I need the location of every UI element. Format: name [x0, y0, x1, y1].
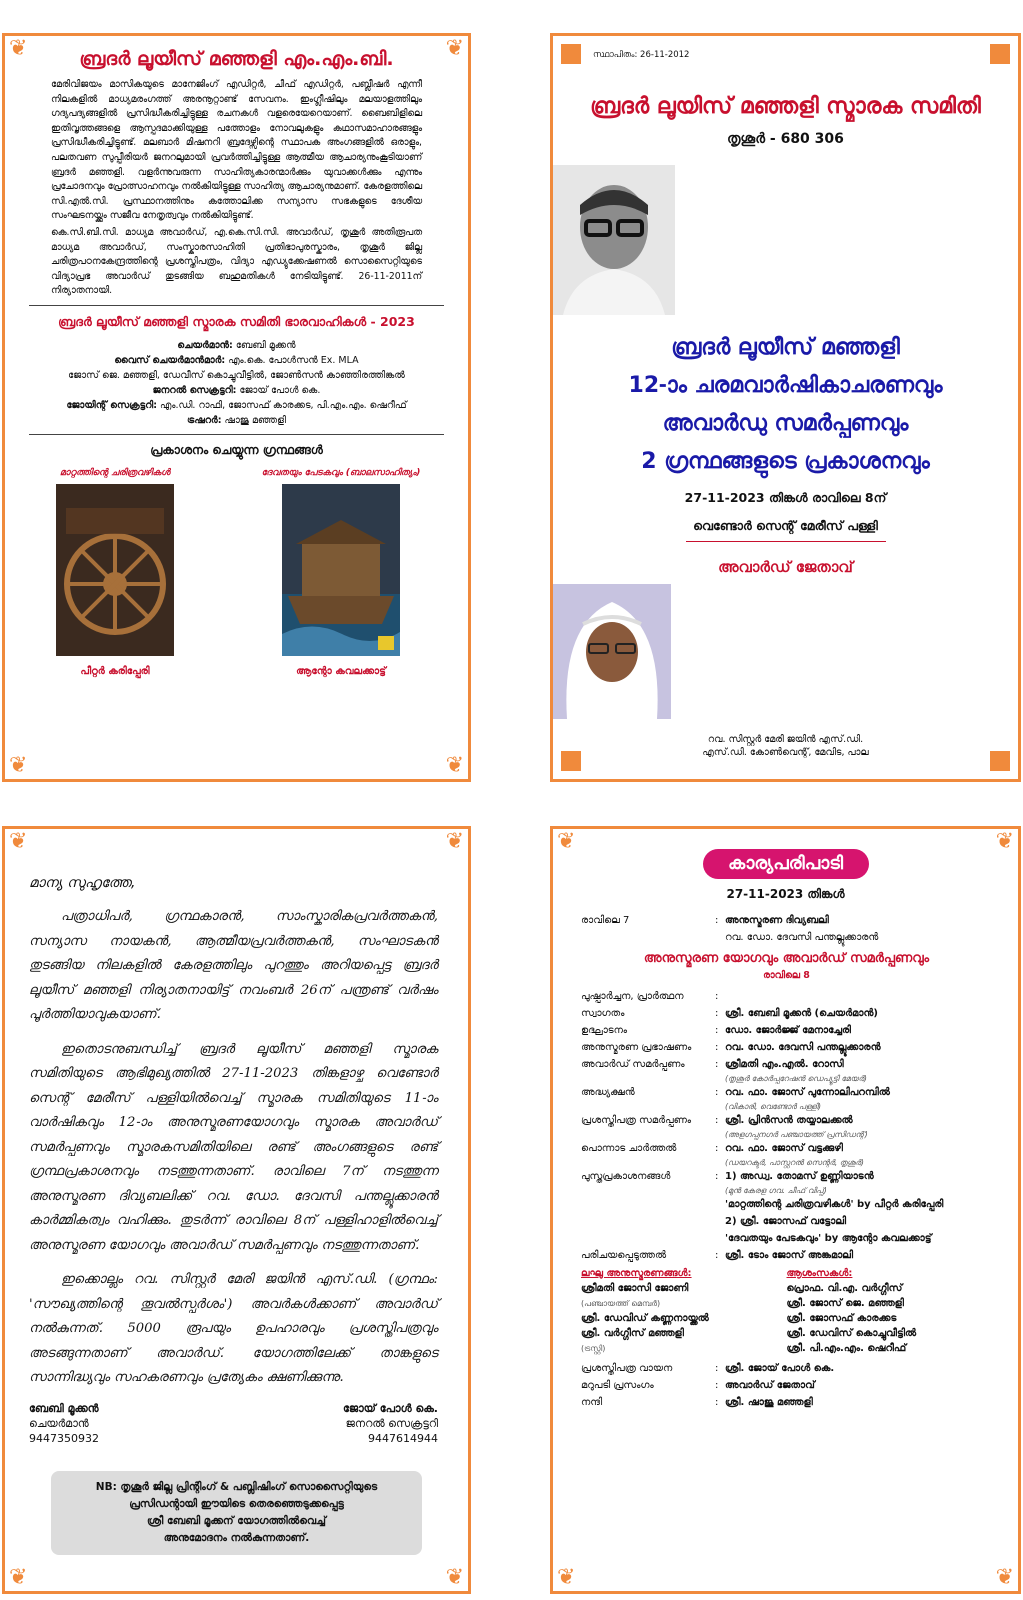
row-label: പുഷ്പാർച്ചന, പ്രാർത്ഥന: [581, 991, 684, 1002]
floral-corner-icon: ❦: [445, 753, 464, 778]
remembrance-columns: [581, 1266, 992, 1356]
meeting-heading: അനുസ്മരണ യോഗവും അവാർഡ് സമർപ്പണവും: [643, 951, 930, 966]
programme-row: പൊന്നാട ചാർത്തൽ : റവ. ഫാ. ജോസ് വട്ടക്കുഴി (ഡയറക്ടർ, പാസ്റ്ററൽ സെന്റർ, തൃശൂർ): [581, 1140, 992, 1168]
floral-corner-icon: ❦: [995, 1565, 1014, 1590]
vice-chairman-label: വൈസ് ചെയർമാൻമാർ:: [114, 354, 226, 366]
book-1-reference: 'മാറ്റത്തിന്റെ ചരിത്രവഴികൾ' by പീറ്റർ കരിപ്പേരി: [725, 1199, 944, 1210]
chairman-label: ചെയർമാൻ:: [177, 339, 233, 351]
name-item: ശ്രീ. ഡേവിഡ് കണ്ണനായ്ക്കൽ: [581, 1313, 709, 1324]
office-bearers-title: ബ്രദർ ലൂയീസ് മഞ്ഞളി സ്മാരക സമിതി ഭാരവാഹികൾ - 2023: [58, 313, 415, 329]
programme-row: സ്വാഗതം : ശ്രീ. ബേബി മൂക്കൻ (ചെയർമാൻ): [581, 1005, 992, 1022]
treasurer: ഷാജു മഞ്ഞളി: [224, 414, 286, 426]
row-label: നന്ദി: [581, 1397, 603, 1408]
row-subtitle: (ഡയറക്ടർ, പാസ്റ്ററൽ സെന്റർ, തൃശൂർ): [725, 1158, 864, 1167]
row-label: പ്രശസ്തിപത്ര വായന: [581, 1363, 673, 1374]
joint-secretary: എം.ഡി. റാഫി, ജോസഫ് കാരക്കട, പി.എം.എം. ഷെറീഫ്: [160, 399, 407, 411]
programme-list: [553, 902, 1018, 1411]
name-item: ശ്രീ. വർഗ്ഗീസ് മഞ്ഞളി: [581, 1328, 684, 1339]
remembrance-heading: ലഘു അനുസ്മരണങ്ങൾ:: [581, 1268, 692, 1279]
committee-title: ബ്രദർ ലൂയിസ് മഞ്ഞളി സ്മാരക സമിതി: [590, 94, 981, 119]
book-2: [241, 468, 441, 677]
row-value-text: റവ. ഫാ. ജോസ് വട്ടക്കുഴി: [725, 1143, 843, 1154]
row-value-text: ഡോ. ജോർജ്ജ് മേനാച്ചേരി: [725, 1025, 851, 1036]
felicitation-heading: ആശംസകൾ:: [786, 1268, 853, 1279]
name-item: ശ്രീ. പി.എം.എം. ഷെറീഫ്: [786, 1343, 907, 1354]
book-2-releaser: 2) ശ്രീ. ജോസഫ് വട്ടോലി: [725, 1216, 847, 1227]
book-1: [15, 468, 215, 677]
row-label: മറുപടി പ്രസംഗം: [581, 1380, 654, 1391]
row-value-text: ശ്രീ. ബേബി മൂക്കൻ (ചെയർമാൻ): [725, 1008, 878, 1019]
row-label: അദ്ധ്യക്ഷൻ: [581, 1087, 635, 1098]
floral-corner-icon: ❦: [995, 829, 1014, 854]
letter-paragraph-2: ഇതൊടനുബന്ധിച്ച് ബ്രദർ ലൂയീസ് മഞ്ഞളി സ്മാരക സമിതിയുടെ ആഭിമുഖ്യത്തിൽ 27-11-2023 തിങ്കളാഴ്ച വെണ്ടോർ സെന്റ് മേരീസ് പള്ളിയിൽവെച്ച് സ്മാരക സമിതിയുടെ 11-ാം വാർഷികവും 12-ാം അനുസ്മരണയോഗവും സ്മാരക അവാർഡ് സമർപ്പണവും സ്മാരകസമിതിയിലെ രണ്ട് അംഗങ്ങളുടെ രണ്ട് ഗ്രന്ഥപ്രകാശനവും നടത്തുന്നതാണ്. രാവിലെ 7ന് നടത്തുന്ന അനുസ്മരണ ദിവ്യബലിക്ക് റവ. ഡോ. ദേവസി പന്തല്ലൂക്കാരൻ കാർമ്മികത്വം വഹിക്കും. തുടർന്ന് രാവിലെ 8ന് പള്ളിഹാളിൽവെച്ച് അനുസ്മരണ യോഗവും അവാർഡ് സമർപ്പണവും നടത്തുന്നതാണ്.: [29, 1041, 438, 1253]
programme-rows: [581, 988, 992, 1196]
treasurer-label: ട്രഷറർ:: [187, 414, 222, 426]
floral-corner-icon: ❦: [445, 36, 464, 61]
programme-row: മറുപടി പ്രസംഗം : അവാർഡ് ജേതാവ്: [581, 1377, 992, 1394]
name-item: ശ്രീ. ജോസ് ജെ. മഞ്ഞളി: [786, 1298, 904, 1309]
founded-date: സ്ഥാപിതം: 26-11-2012: [593, 50, 690, 60]
event-line-2: 12-ാം ചരമവാർഷികാചരണവും: [628, 373, 943, 398]
general-secretary: ജോയ് പോൾ കെ.: [239, 384, 321, 396]
row-value: [725, 1084, 992, 1112]
bio-paragraph-2: കെ.സി.ബി.സി. മാധ്യമ അവാർഡ്, എ.കെ.സി.സി. അവാർഡ്, തൃശൂർ അതിരൂപത മാധ്യമ അവാർഡ്, സംസ്കാരസാഹിതി പ്രതിഭാപുരസ്കാരം, തൃശൂർ ജില്ല ചരിത്രപഠനകേന്ദ്രത്തിന്റെ പ്രശസ്തിപത്രം, വിദ്യാ എഡ്യുക്കേഷണൽ സൊസൈറ്റിയുടെ വിദ്യാപ്രഭ അവാർഡ് തുടങ്ങിയ ബഹുമതികൾ നേടിയിട്ടുണ്ട്. 26-11-2011ന് നിര്യാതനായി.: [51, 226, 422, 297]
signature-secretary: [343, 1401, 438, 1446]
row-value-text: ശ്രീമതി എം.എൽ. റോസി: [725, 1059, 844, 1070]
row-value: [725, 1168, 992, 1196]
event-line-4: 2 ഗ്രന്ഥങ്ങളുടെ പ്രകാശനവും: [641, 449, 930, 474]
signatures: [5, 1401, 468, 1461]
secretary-name: ജോയ് പോൾ കെ.: [342, 1401, 438, 1415]
secretary-role: ജനറൽ സെക്രട്ടറി: [345, 1416, 438, 1430]
award-winner-place: എസ്.ഡി. കോൺവെന്റ്, മേവിട, പാല: [702, 747, 869, 758]
row-subtitle: (തൃശൂർ കോർപ്പറേഷൻ ഡെപ്യൂട്ടി മേയർ): [725, 1074, 867, 1083]
row-label: ഉദ്ഘാടനം: [581, 1025, 628, 1036]
floral-corner-icon: ❦: [9, 36, 28, 61]
floral-corner-icon: ❦: [445, 829, 464, 854]
row-value: ശ്രീ. ടോം ജോസ് അങ്കമാലി: [725, 1250, 854, 1261]
row-value: [725, 1056, 992, 1084]
row-value: ശ്രീ. ഷാജു മഞ്ഞളി: [725, 1397, 813, 1408]
mass-celebrant: റവ. ഡോ. ദേവസി പന്തല്ലൂക്കാരൻ: [725, 932, 879, 943]
floral-corner-icon: ❦: [557, 829, 576, 854]
note-line-3: ശ്രീ ബേബി മൂക്കന് യോഗത്തിൽവെച്ച്: [147, 1514, 326, 1527]
row-label: രാവിലെ 7: [581, 915, 630, 926]
event-line-1: ബ്രദർ ലൂയീസ് മഞ്ഞളി: [671, 335, 900, 360]
programme-date: 27-11-2023 തിങ്കൾ: [726, 887, 845, 901]
row-label: അവാർഡ് സമർപ്പണം: [581, 1059, 685, 1070]
row-value: [725, 1112, 992, 1140]
programme-row: [581, 1196, 992, 1247]
books-heading: പ്രകാശനം ചെയ്യുന്ന ഗ്രന്ഥങ്ങൾ: [150, 442, 323, 457]
row-value-text: റവ. ഫാ. ജോസ് പുന്നോലിപറമ്പിൽ: [725, 1087, 890, 1098]
mass-title: അനുസ്മരണ ദിവ്യബലി: [725, 915, 829, 926]
event-venue: വെണ്ടോർ സെന്റ് മേരീസ് പള്ളി: [693, 518, 878, 533]
row-value: [725, 1140, 992, 1168]
bio-title: ബ്രദർ ലൂയീസ് മഞ്ഞളി എം.എം.ബി.: [79, 48, 394, 70]
chairman-name: ബേബി മൂക്കൻ: [29, 1401, 99, 1415]
row-label: പ്രശസ്തിപത്ര സമർപ്പണം: [581, 1115, 692, 1126]
programme-row: അനുസ്മരണ പ്രഭാഷണം : റവ. ഡോ. ദേവസി പന്തല്ലൂക്കാരൻ: [581, 1039, 992, 1056]
event-line-3: അവാർഡു സമർപ്പണവും: [662, 411, 909, 436]
row-label: പുസ്തപ്രകാശനങ്ങൾ: [581, 1171, 671, 1182]
vice-chairman: എം.കെ. പോൾസൻ Ex. MLA: [228, 354, 359, 366]
note-line-4: അനുമോദനം നൽകുന്നതാണ്.: [163, 1531, 310, 1544]
programme-row: പരിചയപ്പെടുത്തൽ : ശ്രീ. ടോം ജോസ് അങ്കമാലി: [581, 1247, 992, 1264]
book-2-title: ദേവതയും പേടകവും (ബാലസാഹിത്യം): [261, 467, 421, 478]
name-item: ശ്രീ. ഡേവിസ് കൊച്ചുവീട്ടിൽ: [786, 1328, 917, 1339]
general-secretary-label: ജനറൽ സെക്രട്ടറി:: [152, 384, 237, 396]
letter-paragraph-3: ഇക്കൊല്ലം റവ. സിസ്റ്റർ മേരി ജയിൻ എസ്.ഡി. (ഗ്രന്ഥം: 'സൗഖ്യത്തിന്റെ തൂവൽസ്പർശം') അവർകൾക്കാണ് അവാർഡ് നൽകുന്നത്. 5000 രൂപയും ഉപഹാരവും പ്രശസ്തിപത്രവും അടങ്ങുന്നതാണ് അവാർഡ്. യോഗത്തിലേക്ക് താങ്കളുടെ സാന്നിദ്ധ്യവും സഹകരണവും പ്രത്യേകം ക്ഷണിക്കുന്നു.: [29, 1272, 438, 1385]
corner-square: [990, 44, 1010, 64]
programme-row: അവാർഡ് സമർപ്പണം : ശ്രീമതി എം.എൽ. റോസി (തൃശൂർ കോർപ്പറേഷൻ ഡെപ്യൂട്ടി മേയർ): [581, 1056, 992, 1084]
programme-panel: [550, 826, 1021, 1594]
corner-square: [561, 751, 581, 771]
row-value-text: ശ്രീ. പ്രിൻസൻ തയ്യാലക്കൽ: [725, 1115, 853, 1126]
name-item: ശ്രീ. ജോസഫ് കാരക്കട: [786, 1313, 897, 1324]
invitation-letter-panel: [2, 826, 471, 1594]
note-box: [51, 1471, 422, 1555]
signature-chairman: [29, 1401, 99, 1446]
floral-corner-icon: ❦: [557, 1565, 576, 1590]
programme-heading: കാര്യപരിപാടി: [703, 849, 869, 879]
divider: [686, 541, 886, 542]
row-subtitle: (അളഗപ്പനഗർ പഞ്ചായത്ത് പ്രസിഡന്റ്): [725, 1130, 868, 1139]
chairman: ബേബി മൂക്കൻ: [235, 339, 296, 351]
row-value-text: 1) അഡ്വ. തോമസ് ഉണ്ണിയാടൻ: [725, 1171, 874, 1182]
row-value: [725, 912, 992, 946]
name-item: (പഞ്ചായത്ത് മെമ്പർ): [581, 1299, 661, 1308]
bio-paragraph-1: മേരിവിജയം മാസികയുടെ മാനേജിംഗ് എഡിറ്റർ, ചീഫ് എഡിറ്റർ, പബ്ലീഷർ എന്നീ നിലകളിൽ മാധ്യമരംഗത്ത് അരനൂറ്റാണ്ട് സേവനം. ഇംഗ്ലീഷിലും മലയാളത്തിലും ഗദ്യപദ്യങ്ങളിൽ പ്രസിദ്ധീകരിച്ചിട്ടുള്ള രചനകൾ വളരെയേറെയാണ്. ബൈബിളിലെ ഇതിവൃത്തങ്ങളെ ആസ്പദമാക്കിയുള്ള പത്തോളം നോവലുകളും കഥാസമാഹാരങ്ങളും പ്രസിദ്ധീകരിച്ചിട്ടുണ്ട്. മലബാർ മിഷനറി ബ്രദേഴ്സിന്റെ സ്ഥാപക അംഗങ്ങളിൽ ഒരാളും, പലതവണ സുപ്പീരിയർ ജനറലുമായി പ്രവർത്തിച്ചിട്ടുള്ള ആത്മീയ ആചാര്യനുംകൂടിയാണ് ബ്രദർ മഞ്ഞളി. വളർന്നുവരുന്ന സാഹിത്യകാരന്മാർക്കും യുവാക്കൾക്കും എന്നും പ്രചോദനവും പ്രോത്സാഹനവും നൽകിയിട്ടുള്ള സാഹിത്യ ആചാര്യനുമാണ്. കേരളത്തിലെ സി.എൽ.സി. പ്രസ്ഥാനത്തിനും കത്തോലിക്ക സന്യാസ സഭകളുടെ ദേശീയ സംഘടനയ്ക്കും സജീവ നേതൃത്വവും നൽകിയിട്ടുണ്ട്.: [51, 79, 422, 222]
corner-square: [990, 751, 1010, 771]
programme-row: പുസ്തപ്രകാശനങ്ങൾ : 1) അഡ്വ. തോമസ് ഉണ്ണിയാടൻ (മുൻ കേരള ഗവ. ചീഫ് വിപ്പ്): [581, 1168, 992, 1196]
chairman-phone: 9447350932: [29, 1431, 99, 1445]
chairman-role: ചെയർമാൻ: [29, 1416, 89, 1430]
meeting-time: രാവിലെ 8: [763, 970, 810, 981]
programme-row: പ്രശസ്തിപത്ര സമർപ്പണം : ശ്രീ. പ്രിൻസൻ തയ്യാലക്കൽ (അളഗപ്പനഗർ പഞ്ചായത്ത് പ്രസിഡന്റ്): [581, 1112, 992, 1140]
name-item: (ട്രസ്റ്റി): [581, 1344, 606, 1353]
book-2-cover: [282, 484, 400, 656]
divider: [29, 434, 444, 435]
letter-greeting: മാന്യ സുഹൃത്തേ,: [29, 875, 136, 891]
row-value: അവാർഡ് ജേതാവ്: [725, 1380, 815, 1391]
row-label: പരിചയപ്പെടുത്തൽ: [581, 1250, 667, 1261]
bio-text: [5, 70, 468, 299]
programme-row: നന്ദി : ശ്രീ. ഷാജു മഞ്ഞളി: [581, 1394, 992, 1411]
row-value-text: റവ. ഡോ. ദേവസി പന്തല്ലൂക്കാരൻ: [725, 1042, 881, 1053]
row-value: [725, 1005, 992, 1022]
secretary-phone: 9447614944: [368, 1431, 438, 1445]
cover-panel: [550, 33, 1021, 782]
books-section: [5, 468, 468, 688]
divider: [29, 305, 444, 306]
row-subtitle: (മുൻ കേരള ഗവ. ചീഫ് വിപ്പ്): [725, 1186, 827, 1195]
row-value: [725, 1039, 992, 1056]
row-label: പൊന്നാട ചാർത്തൽ: [581, 1143, 677, 1154]
vice-chairmen-list: ജോസ് ജെ. മഞ്ഞളി, ഡേവീസ് കൊച്ചുവീട്ടിൽ, ജോൺസൻ കാഞ്ഞിരത്തിങ്കൽ: [68, 369, 405, 381]
floral-corner-icon: ❦: [9, 753, 28, 778]
programme-row: പുഷ്പാർച്ചന, പ്രാർത്ഥന :: [581, 988, 992, 1005]
name-item: ശ്രീമതി ജോസി ജോണി: [581, 1283, 689, 1294]
note-line-2: പ്രസിഡന്റായി ഈയിടെ തെരഞ്ഞെടുക്കപ്പെട്ട: [129, 1497, 344, 1510]
event-date: 27-11-2023 തിങ്കൾ രാവിലെ 8ന്: [684, 490, 887, 505]
note-line-1: NB: തൃശൂർ ജില്ല പ്രിന്റിംഗ് & പബ്ലിഷിംഗ് സൊസൈറ്റിയുടെ: [95, 1480, 378, 1493]
brother-luis-photo: [553, 165, 675, 315]
book-1-cover: [56, 484, 174, 656]
floral-corner-icon: ❦: [9, 829, 28, 854]
programme-row: പ്രശസ്തിപത്ര വായന : ശ്രീ. ജോയ് പോൾ കെ.: [581, 1360, 992, 1377]
committee-place: തൃശൂർ - 680 306: [727, 131, 844, 147]
row-value: [725, 988, 992, 1005]
name-item: പ്രൊഫ. വി.എ. വർഗ്ഗീസ്: [786, 1283, 903, 1294]
award-winner-photo: [553, 584, 671, 719]
book-2-author: ആന്റോ കവലക്കാട്ട്: [296, 665, 386, 677]
joint-secretary-label: ജോയിന്റ് സെക്രട്ടറി:: [66, 399, 158, 411]
programme-row: രാവിലെ 7 : അനുസ്മരണ ദിവ്യബലി റവ. ഡോ. ദേവസി പന്തല്ലൂക്കാരൻ: [581, 912, 992, 946]
programme-row: അദ്ധ്യക്ഷൻ : റവ. ഫാ. ജോസ് പുന്നോലിപറമ്പിൽ (വികാരി, വെണ്ടോർ പള്ളി): [581, 1084, 992, 1112]
remembrance-list: [581, 1266, 787, 1356]
office-bearers: [5, 338, 468, 428]
row-value: ശ്രീ. ജോയ് പോൾ കെ.: [725, 1363, 835, 1374]
corner-square: [561, 44, 581, 64]
book-1-title: മാറ്റത്തിന്റെ ചരിത്രവഴികൾ: [59, 467, 171, 478]
book-2-reference: 'ദേവതയും പേടകവും' by ആന്റോ കവലക്കാട്ട്: [725, 1233, 932, 1244]
book-1-author: പീറ്റർ കരിപ്പേരി: [80, 665, 150, 677]
programme-row: ഉദ്ഘാടനം : ഡോ. ജോർജ്ജ് മേനാച്ചേരി: [581, 1022, 992, 1039]
floral-corner-icon: ❦: [9, 1565, 28, 1590]
letter-body: [5, 891, 468, 1391]
row-label: സ്വാഗതം: [581, 1008, 625, 1019]
award-heading: അവാർഡ് ജേതാവ്: [718, 558, 853, 576]
award-winner-name: റവ. സിസ്റ്റർ മേരി ജയിൻ എസ്.ഡി.: [707, 734, 864, 745]
row-label: അനുസ്മരണ പ്രഭാഷണം: [581, 1042, 692, 1053]
row-subtitle: (വികാരി, വെണ്ടോർ പള്ളി): [725, 1102, 822, 1111]
biography-panel: [2, 33, 471, 782]
row-value: [725, 1022, 992, 1039]
letter-paragraph-1: പത്രാധിപർ, ഗ്രന്ഥകാരൻ, സാംസ്കാരികപ്രവർത്തകൻ, സന്യാസ നായകൻ, ആത്മീയപ്രവർത്തകൻ, സംഘാടകൻ തുടങ്ങിയ നിലകളിൽ കേരളത്തിലും പുറത്തും അറിയപ്പെട്ട ബ്രദർ ലൂയീസ് മഞ്ഞളി നിര്യാതനായിട്ട് നവംബർ 26ന് പന്ത്രണ്ട് വർഷം പൂർത്തിയാവുകയാണ്.: [29, 909, 438, 1022]
felicitation-list: [787, 1266, 993, 1356]
floral-corner-icon: ❦: [445, 1565, 464, 1590]
